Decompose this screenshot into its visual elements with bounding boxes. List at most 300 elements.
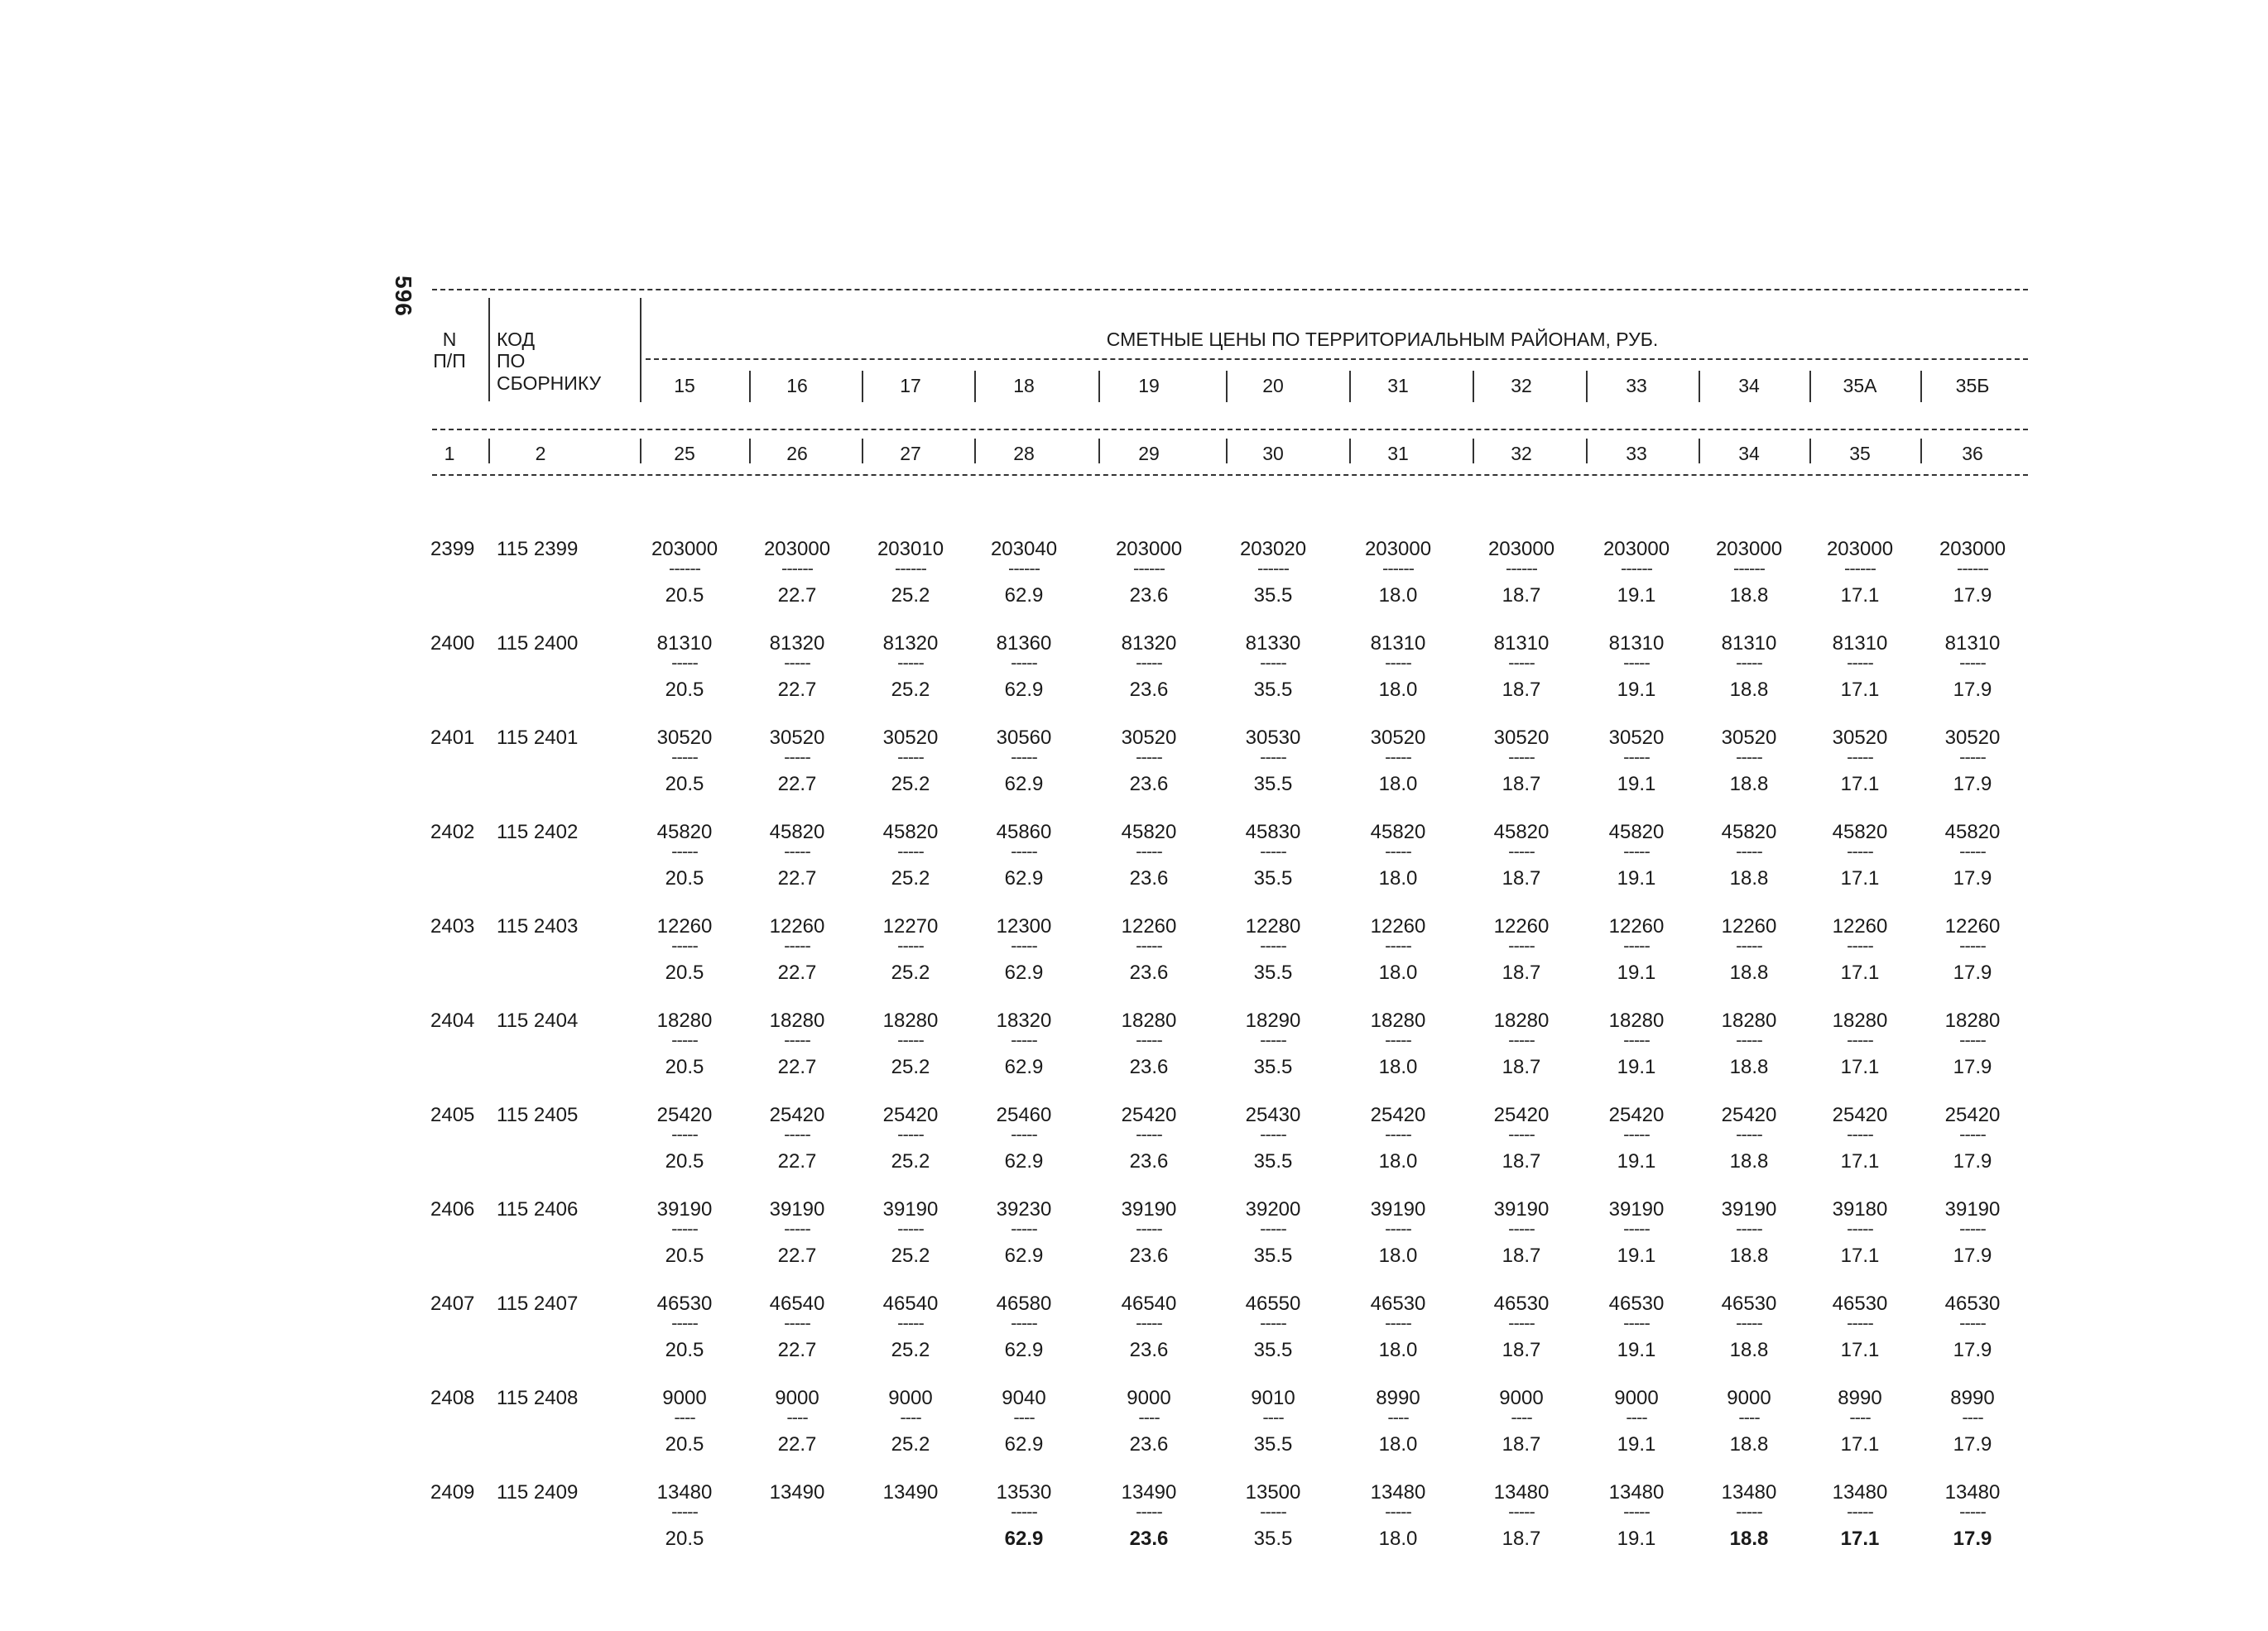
district-label: 35А [1843,375,1877,396]
coefficient-value: 25.2 [891,773,930,795]
fraction-line: ----- [1385,1312,1411,1333]
coefficient-value: 35.5 [1253,679,1293,701]
price-value: 46540 [1121,1293,1177,1315]
coefficient-value: 22.7 [777,1339,817,1361]
fraction-line: ----- [1011,1218,1037,1239]
fraction-line: ----- [897,746,924,767]
price-value: 30520 [1832,727,1888,749]
coefficient-value: 18.8 [1729,1150,1769,1173]
coefficient-value: 19.1 [1617,1433,1656,1456]
coefficient-value: 23.6 [1129,1433,1169,1456]
price-value: 81330 [1245,632,1301,655]
fraction-line: ----- [1508,935,1535,956]
column-number: 25 [674,443,695,464]
price-value: 81310 [1721,632,1777,655]
column-divider [1226,371,1228,402]
coefficient-value: 17.9 [1953,962,1992,984]
coefficient-value: 25.2 [891,679,930,701]
coefficient-value: 17.1 [1840,962,1880,984]
coefficient-value: 17.1 [1840,679,1880,701]
coefficient-value: 22.7 [777,867,817,890]
header-code-label-2: ПО [497,350,526,372]
price-value: 12260 [1944,915,2001,938]
coefficient-value: 19.1 [1617,584,1656,607]
fraction-line: ---- [1849,1407,1871,1427]
coefficient-value: 17.9 [1953,1056,1992,1078]
fraction-line: ----- [1011,1124,1037,1144]
row-code: 115 2403 [497,915,579,938]
price-value: 45820 [1721,821,1777,843]
price-value: 45820 [1370,821,1426,843]
column-divider [1586,439,1588,463]
column-divider [1586,371,1588,402]
fraction-line: ----- [1136,935,1162,956]
price-value: 30520 [1370,727,1426,749]
fraction-line: ------ [1257,558,1289,578]
column-divider [1809,439,1811,463]
coefficient-value: 17.1 [1840,1150,1880,1173]
row-number: 2405 [430,1104,475,1126]
fraction-line: ----- [1385,746,1411,767]
price-value: 12260 [1832,915,1888,938]
price-value: 25420 [1832,1104,1888,1126]
fraction-line: ----- [1736,652,1762,673]
price-value: 25420 [1493,1104,1550,1126]
coefficient-value: 20.5 [665,773,704,795]
coefficient-value: 18.8 [1729,584,1769,607]
column-number: 36 [1962,443,1983,464]
price-value: 13490 [769,1481,825,1504]
price-value: 25420 [1721,1104,1777,1126]
fraction-line: ----- [1260,1124,1286,1144]
price-value: 30520 [1944,727,2001,749]
row-number: 2409 [430,1481,475,1504]
coefficient-value: 17.9 [1953,867,1992,890]
fraction-line: ----- [1508,1501,1535,1522]
fraction-line: ----- [671,1312,698,1333]
coefficient-value: 20.5 [665,962,704,984]
fraction-line: ----- [897,652,924,673]
fraction-line: ----- [1136,1501,1162,1522]
fraction-line: ----- [1011,935,1037,956]
price-value: 12300 [996,915,1052,938]
coefficient-value: 20.5 [665,1245,704,1267]
column-number: 28 [1013,443,1035,464]
coefficient-value: 18.7 [1502,773,1541,795]
coefficient-value: 18.0 [1378,584,1418,607]
coefficient-value: 18.0 [1378,962,1418,984]
fraction-line: ----- [671,746,698,767]
coefficient-value: 17.1 [1840,1056,1880,1078]
row-number: 2406 [430,1198,475,1221]
column-number: 26 [786,443,808,464]
price-value: 18280 [882,1010,939,1032]
price-value: 18320 [996,1010,1052,1032]
fraction-line: ----- [1847,841,1873,861]
price-value: 39190 [1608,1198,1665,1221]
fraction-line: ----- [1136,1312,1162,1333]
coefficient-value: 25.2 [891,867,930,890]
coefficient-value: 35.5 [1253,1433,1293,1456]
price-value: 203000 [651,538,718,560]
price-value: 45820 [1832,821,1888,843]
coefficient-value: 18.0 [1378,1056,1418,1078]
page-number: 596 [390,276,416,317]
price-value: 30520 [656,727,713,749]
district-label: 33 [1626,375,1647,396]
fraction-line: ----- [1385,935,1411,956]
price-value: 45820 [769,821,825,843]
coefficient-value: 18.8 [1729,962,1769,984]
coefficient-value: 18.7 [1502,1433,1541,1456]
fraction-line: ------ [1957,558,1988,578]
coefficient-value: 25.2 [891,584,930,607]
price-value: 12260 [1370,915,1426,938]
price-value: 39230 [996,1198,1052,1221]
coefficient-value: 35.5 [1253,1150,1293,1173]
fraction-line: ---- [1262,1407,1284,1427]
price-value: 8990 [1950,1387,1995,1409]
price-value: 203020 [1239,538,1307,560]
header-top-rule [432,289,2028,290]
fraction-line: ----- [784,1029,810,1050]
coefficient-value: 19.1 [1617,962,1656,984]
fraction-line: ----- [1508,1124,1535,1144]
coefficient-value: 22.7 [777,962,817,984]
column-divider [1349,371,1351,402]
fraction-line: ----- [1736,1312,1762,1333]
price-value: 25420 [1944,1104,2001,1126]
coefficient-value: 20.5 [665,679,704,701]
fraction-line: ------ [1733,558,1765,578]
coefficient-value: 17.1 [1840,867,1880,890]
fraction-line: ----- [1736,746,1762,767]
price-value: 30520 [1493,727,1550,749]
fraction-line: ----- [1260,746,1286,767]
coefficient-value: 25.2 [891,1339,930,1361]
column-number: 32 [1511,443,1532,464]
fraction-line: ----- [1011,652,1037,673]
fraction-line: ----- [1260,652,1286,673]
coefficient-value: 22.7 [777,773,817,795]
fraction-line: ----- [1959,746,1986,767]
fraction-line: ----- [1011,1029,1037,1050]
row-number: 2403 [430,915,475,938]
coefficient-value: 17.9 [1953,1339,1992,1361]
price-value: 46540 [882,1293,939,1315]
coefficient-value: 18.7 [1502,1339,1541,1361]
coefficient-value: 19.1 [1617,773,1656,795]
price-value: 30520 [1721,727,1777,749]
coefficient-value: 25.2 [891,1245,930,1267]
price-value: 13480 [656,1481,713,1504]
fraction-line: ----- [1959,841,1986,861]
coefficient-value: 62.9 [1004,1433,1044,1456]
coefficient-value: 62.9 [1004,584,1044,607]
price-value: 46530 [656,1293,713,1315]
district-label: 20 [1262,375,1284,396]
price-value: 203000 [1487,538,1555,560]
coefficient-value: 20.5 [665,867,704,890]
coefficient-value: 20.5 [665,1528,704,1550]
price-value: 203000 [1115,538,1183,560]
fraction-line: ----- [671,935,698,956]
price-value: 46540 [769,1293,825,1315]
fraction-line: ----- [1959,1501,1986,1522]
column-divider [749,371,751,402]
price-value: 46530 [1721,1293,1777,1315]
fraction-line: ---- [1962,1407,1983,1427]
price-value: 25460 [996,1104,1052,1126]
fraction-line: ----- [897,1029,924,1050]
fraction-line: ----- [1623,1029,1650,1050]
column-divider [640,439,641,463]
header-title-rule [646,358,2028,360]
coefficient-value: 20.5 [665,1150,704,1173]
header-divider-n [488,298,490,401]
column-divider [1226,439,1228,463]
price-value: 18280 [1721,1010,1777,1032]
price-value: 81310 [656,632,713,655]
coefficient-value: 18.7 [1502,584,1541,607]
row-number: 2407 [430,1293,475,1315]
coefficient-value: 23.6 [1129,1150,1169,1173]
fraction-line: ---- [1013,1407,1035,1427]
fraction-line: ----- [784,652,810,673]
coefficient-value: 35.5 [1253,962,1293,984]
coefficient-value: 22.7 [777,679,817,701]
coefficient-value: 18.0 [1378,773,1418,795]
price-value: 13500 [1245,1481,1301,1504]
coefficient-value: 18.0 [1378,1339,1418,1361]
price-value: 30560 [996,727,1052,749]
fraction-line: ----- [1260,1501,1286,1522]
price-value: 25420 [1121,1104,1177,1126]
header-bottom-rule [432,474,2028,476]
price-value: 13490 [1121,1481,1177,1504]
price-value: 45820 [1121,821,1177,843]
fraction-line: ----- [1508,1029,1535,1050]
price-value: 25420 [656,1104,713,1126]
district-label: 18 [1013,375,1035,396]
column-number: 29 [1138,443,1160,464]
price-value: 45820 [1493,821,1550,843]
fraction-line: ----- [671,652,698,673]
district-label: 19 [1138,375,1160,396]
price-value: 39190 [882,1198,939,1221]
coefficient-value: 18.8 [1729,1245,1769,1267]
column-number: 35 [1849,443,1871,464]
fraction-line: ----- [1847,1124,1873,1144]
coefficient-value: 18.8 [1729,1056,1769,1078]
column-divider [974,371,976,402]
header-col-num-code: 2 [535,443,546,464]
row-code: 115 2402 [497,821,579,843]
fraction-line: ----- [1847,1218,1873,1239]
coefficient-value: 23.6 [1129,679,1169,701]
fraction-line: ----- [1385,1124,1411,1144]
fraction-line: ------ [1382,558,1414,578]
fraction-line: ------ [1133,558,1165,578]
coefficient-value: 18.7 [1502,679,1541,701]
column-divider [1699,371,1700,402]
price-value: 9010 [1251,1387,1295,1409]
fraction-line: ----- [1136,1029,1162,1050]
price-value: 13490 [882,1481,939,1504]
coefficient-value: 17.1 [1840,773,1880,795]
row-number: 2401 [430,727,475,749]
coefficient-value: 17.1 [1840,1339,1880,1361]
price-value: 25420 [882,1104,939,1126]
coefficient-value: 25.2 [891,962,930,984]
fraction-line: ----- [1508,1312,1535,1333]
fraction-line: ----- [1847,746,1873,767]
coefficient-value: 17.1 [1840,1433,1880,1456]
column-divider [1473,371,1474,402]
price-value: 13480 [1944,1481,2001,1504]
coefficient-value: 18.0 [1378,679,1418,701]
fraction-line: ----- [1623,746,1650,767]
header-col-num-n: 1 [444,443,455,464]
coefficient-value: 23.6 [1129,1056,1169,1078]
coefficient-value: 62.9 [1004,1528,1044,1550]
column-divider [862,439,863,463]
fraction-line: ----- [1736,841,1762,861]
header-mid-rule [432,429,2028,430]
fraction-line: ----- [1623,1312,1650,1333]
price-value: 13480 [1832,1481,1888,1504]
fraction-line: ----- [1136,1124,1162,1144]
coefficient-value: 18.8 [1729,773,1769,795]
district-label: 15 [674,375,695,396]
coefficient-value: 23.6 [1129,1339,1169,1361]
coefficient-value: 18.8 [1729,1339,1769,1361]
fraction-line: ----- [1736,1501,1762,1522]
coefficient-value: 18.0 [1378,1433,1418,1456]
price-value: 30520 [769,727,825,749]
price-value: 9000 [662,1387,707,1409]
price-value: 39190 [1370,1198,1426,1221]
fraction-line: ----- [671,1124,698,1144]
coefficient-value: 25.2 [891,1433,930,1456]
coefficient-value: 19.1 [1617,867,1656,890]
fraction-line: ----- [897,1312,924,1333]
column-number: 33 [1626,443,1647,464]
price-value: 18280 [1370,1010,1426,1032]
coefficient-value: 35.5 [1253,1056,1293,1078]
price-value: 39190 [1721,1198,1777,1221]
coefficient-value: 23.6 [1129,1528,1169,1550]
coefficient-value: 18.7 [1502,1528,1541,1550]
price-value: 12270 [882,915,939,938]
fraction-line: ----- [1847,1029,1873,1050]
price-value: 30530 [1245,727,1301,749]
fraction-line: ---- [786,1407,808,1427]
price-value: 30520 [1608,727,1665,749]
price-value: 12260 [769,915,825,938]
coefficient-value: 19.1 [1617,679,1656,701]
coefficient-value: 19.1 [1617,1056,1656,1078]
fraction-line: ------ [1008,558,1040,578]
price-value: 203000 [1826,538,1894,560]
column-divider [1349,439,1351,463]
coefficient-value: 18.8 [1729,867,1769,890]
coefficient-value: 17.9 [1953,1245,1992,1267]
fraction-line: ----- [784,1124,810,1144]
price-value: 203000 [1939,538,2006,560]
fraction-line: ---- [900,1407,921,1427]
fraction-line: ----- [784,935,810,956]
fraction-line: ----- [1260,935,1286,956]
coefficient-value: 62.9 [1004,1056,1044,1078]
district-label: 34 [1738,375,1760,396]
coefficient-value: 23.6 [1129,1245,1169,1267]
price-value: 18280 [1944,1010,2001,1032]
fraction-line: ----- [1736,1029,1762,1050]
coefficient-value: 17.1 [1840,584,1880,607]
coefficient-value: 25.2 [891,1150,930,1173]
district-label: 31 [1387,375,1409,396]
fraction-line: ---- [1738,1407,1760,1427]
row-code: 115 2409 [497,1481,579,1504]
coefficient-value: 18.0 [1378,1528,1418,1550]
coefficient-value: 17.9 [1953,1433,1992,1456]
price-value: 46530 [1832,1293,1888,1315]
price-value: 12260 [1721,915,1777,938]
price-value: 9040 [1002,1387,1046,1409]
column-number: 34 [1738,443,1760,464]
fraction-line: ----- [1623,1124,1650,1144]
fraction-line: ----- [671,1029,698,1050]
price-value: 46580 [996,1293,1052,1315]
price-value: 81320 [769,632,825,655]
column-divider [1699,439,1700,463]
coefficient-value: 17.9 [1953,1528,1992,1550]
fraction-line: ----- [1011,1501,1037,1522]
coefficient-value: 18.7 [1502,1245,1541,1267]
fraction-line: ----- [1385,1218,1411,1239]
coefficient-value: 62.9 [1004,773,1044,795]
price-value: 9000 [1727,1387,1771,1409]
column-divider [1473,439,1474,463]
fraction-line: ----- [671,1218,698,1239]
fraction-line: ------ [1506,558,1537,578]
fraction-line: ----- [1623,935,1650,956]
price-value: 25430 [1245,1104,1301,1126]
price-value: 203000 [1364,538,1432,560]
price-value: 203000 [763,538,831,560]
price-value: 45820 [656,821,713,843]
coefficient-value: 17.9 [1953,1150,1992,1173]
price-value: 12260 [656,915,713,938]
price-value: 203000 [1715,538,1783,560]
coefficient-value: 18.8 [1729,1528,1769,1550]
coefficient-value: 23.6 [1129,867,1169,890]
fraction-line: ----- [1508,1218,1535,1239]
coefficient-value: 19.1 [1617,1150,1656,1173]
fraction-line: ----- [784,746,810,767]
coefficient-value: 19.1 [1617,1528,1656,1550]
column-divider [862,371,863,402]
header-n-label: N [442,329,457,350]
coefficient-value: 62.9 [1004,1150,1044,1173]
row-code: 115 2405 [497,1104,579,1126]
price-value: 8990 [1376,1387,1420,1409]
price-value: 18290 [1245,1010,1301,1032]
coefficient-value: 23.6 [1129,773,1169,795]
fraction-line: ----- [1959,1124,1986,1144]
price-value: 30520 [1121,727,1177,749]
